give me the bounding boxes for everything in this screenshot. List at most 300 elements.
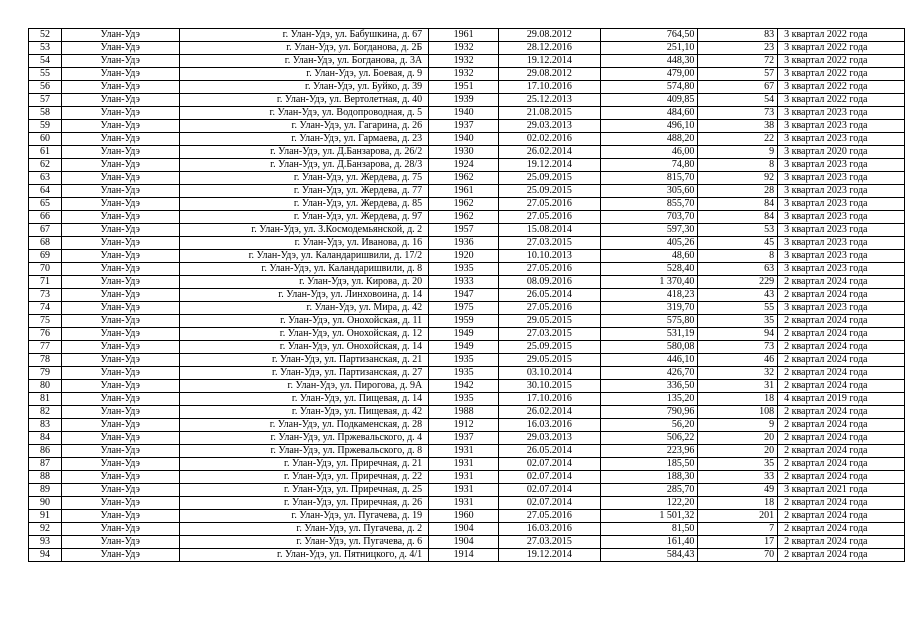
row-number-cell: 61 <box>29 146 62 159</box>
year-built-cell: 1914 <box>429 549 499 562</box>
recognition-date-cell: 29.03.2013 <box>498 432 600 445</box>
address-cell: г. Улан-Удэ, ул. Пирогова, д. 9А <box>179 380 429 393</box>
area-cell: 496,10 <box>600 120 698 133</box>
table-row <box>29 211 905 224</box>
housing-register-table <box>28 28 905 562</box>
row-number-cell: 64 <box>29 185 62 198</box>
address-cell: г. Улан-Удэ, ул. Жердева, д. 97 <box>179 211 429 224</box>
area-cell: 135,20 <box>600 393 698 406</box>
recognition-date-cell: 28.12.2016 <box>498 42 600 55</box>
residents-cell: 73 <box>698 107 778 120</box>
resettlement-term-cell: 2 квартал 2024 года <box>778 510 905 523</box>
city-cell: Улан-Удэ <box>61 133 179 146</box>
row-number-cell: 54 <box>29 55 62 68</box>
resettlement-term-cell: 3 квартал 2022 года <box>778 29 905 42</box>
area-cell: 597,30 <box>600 224 698 237</box>
row-number-cell: 74 <box>29 302 62 315</box>
resettlement-term-cell: 3 квартал 2023 года <box>778 172 905 185</box>
residents-cell: 23 <box>698 42 778 55</box>
table-row <box>29 471 905 484</box>
year-built-cell: 1959 <box>429 315 499 328</box>
year-built-cell: 1939 <box>429 94 499 107</box>
table-row <box>29 536 905 549</box>
city-cell: Улан-Удэ <box>61 536 179 549</box>
recognition-date-cell: 02.07.2014 <box>498 471 600 484</box>
year-built-cell: 1931 <box>429 471 499 484</box>
table-row <box>29 276 905 289</box>
area-cell: 188,30 <box>600 471 698 484</box>
address-cell: г. Улан-Удэ, ул. Богданова, д. 3А <box>179 55 429 68</box>
recognition-date-cell: 21.08.2015 <box>498 107 600 120</box>
address-cell: г. Улан-Удэ, ул. Гармаева, д. 23 <box>179 133 429 146</box>
resettlement-term-cell: 3 квартал 2023 года <box>778 159 905 172</box>
recognition-date-cell: 15.08.2014 <box>498 224 600 237</box>
area-cell: 815,70 <box>600 172 698 185</box>
city-cell: Улан-Удэ <box>61 289 179 302</box>
city-cell: Улан-Удэ <box>61 211 179 224</box>
row-number-cell: 57 <box>29 94 62 107</box>
recognition-date-cell: 17.10.2016 <box>498 393 600 406</box>
resettlement-term-cell: 2 квартал 2024 года <box>778 276 905 289</box>
city-cell: Улан-Удэ <box>61 159 179 172</box>
address-cell: г. Улан-Удэ, ул. Пугачева, д. 19 <box>179 510 429 523</box>
table-row <box>29 81 905 94</box>
year-built-cell: 1912 <box>429 419 499 432</box>
area-cell: 446,10 <box>600 354 698 367</box>
resettlement-term-cell: 3 квартал 2022 года <box>778 68 905 81</box>
row-number-cell: 66 <box>29 211 62 224</box>
resettlement-term-cell: 3 квартал 2021 года <box>778 484 905 497</box>
year-built-cell: 1988 <box>429 406 499 419</box>
resettlement-term-cell: 2 квартал 2024 года <box>778 549 905 562</box>
recognition-date-cell: 27.05.2016 <box>498 302 600 315</box>
city-cell: Улан-Удэ <box>61 146 179 159</box>
table-row <box>29 55 905 68</box>
area-cell: 584,43 <box>600 549 698 562</box>
table-row <box>29 393 905 406</box>
recognition-date-cell: 08.09.2016 <box>498 276 600 289</box>
year-built-cell: 1904 <box>429 523 499 536</box>
city-cell: Улан-Удэ <box>61 445 179 458</box>
resettlement-term-cell: 2 квартал 2024 года <box>778 367 905 380</box>
city-cell: Улан-Удэ <box>61 55 179 68</box>
area-cell: 418,23 <box>600 289 698 302</box>
city-cell: Улан-Удэ <box>61 224 179 237</box>
address-cell: г. Улан-Удэ, ул. Жердева, д. 75 <box>179 172 429 185</box>
row-number-cell: 58 <box>29 107 62 120</box>
area-cell: 405,26 <box>600 237 698 250</box>
residents-cell: 9 <box>698 419 778 432</box>
table-row <box>29 380 905 393</box>
residents-cell: 8 <box>698 250 778 263</box>
area-cell: 46,00 <box>600 146 698 159</box>
address-cell: г. Улан-Удэ, ул. Линховоина, д. 14 <box>179 289 429 302</box>
resettlement-term-cell: 3 квартал 2022 года <box>778 42 905 55</box>
resettlement-term-cell: 2 квартал 2024 года <box>778 497 905 510</box>
table-row <box>29 432 905 445</box>
year-built-cell: 1935 <box>429 393 499 406</box>
city-cell: Улан-Удэ <box>61 471 179 484</box>
address-cell: г. Улан-Удэ, ул. Каландаришвили, д. 8 <box>179 263 429 276</box>
area-cell: 122,20 <box>600 497 698 510</box>
year-built-cell: 1960 <box>429 510 499 523</box>
city-cell: Улан-Удэ <box>61 29 179 42</box>
row-number-cell: 89 <box>29 484 62 497</box>
year-built-cell: 1932 <box>429 55 499 68</box>
recognition-date-cell: 26.05.2014 <box>498 445 600 458</box>
city-cell: Улан-Удэ <box>61 497 179 510</box>
area-cell: 305,60 <box>600 185 698 198</box>
city-cell: Улан-Удэ <box>61 458 179 471</box>
residents-cell: 67 <box>698 81 778 94</box>
residents-cell: 28 <box>698 185 778 198</box>
recognition-date-cell: 02.07.2014 <box>498 484 600 497</box>
address-cell: г. Улан-Удэ, ул. Приречная, д. 25 <box>179 484 429 497</box>
table-row <box>29 510 905 523</box>
city-cell: Улан-Удэ <box>61 302 179 315</box>
resettlement-term-cell: 2 квартал 2024 года <box>778 315 905 328</box>
address-cell: г. Улан-Удэ, ул. Приречная, д. 26 <box>179 497 429 510</box>
city-cell: Улан-Удэ <box>61 237 179 250</box>
recognition-date-cell: 27.03.2015 <box>498 237 600 250</box>
city-cell: Улан-Удэ <box>61 68 179 81</box>
address-cell: г. Улан-Удэ, ул. Д.Банзарова, д. 26/2 <box>179 146 429 159</box>
resettlement-term-cell: 2 квартал 2024 года <box>778 471 905 484</box>
recognition-date-cell: 27.05.2016 <box>498 211 600 224</box>
address-cell: г. Улан-Удэ, ул. Жердева, д. 77 <box>179 185 429 198</box>
area-cell: 790,96 <box>600 406 698 419</box>
resettlement-term-cell: 3 квартал 2023 года <box>778 120 905 133</box>
residents-cell: 38 <box>698 120 778 133</box>
recognition-date-cell: 29.05.2015 <box>498 315 600 328</box>
recognition-date-cell: 10.10.2013 <box>498 250 600 263</box>
year-built-cell: 1931 <box>429 497 499 510</box>
residents-cell: 43 <box>698 289 778 302</box>
address-cell: г. Улан-Удэ, ул. Бабушкина, д. 67 <box>179 29 429 42</box>
year-built-cell: 1931 <box>429 484 499 497</box>
residents-cell: 32 <box>698 367 778 380</box>
city-cell: Улан-Удэ <box>61 42 179 55</box>
address-cell: г. Улан-Удэ, ул. Боевая, д. 9 <box>179 68 429 81</box>
table-row <box>29 458 905 471</box>
row-number-cell: 87 <box>29 458 62 471</box>
residents-cell: 54 <box>698 94 778 107</box>
residents-cell: 45 <box>698 237 778 250</box>
city-cell: Улан-Удэ <box>61 185 179 198</box>
table-row <box>29 237 905 250</box>
area-cell: 81,50 <box>600 523 698 536</box>
resettlement-term-cell: 2 квартал 2024 года <box>778 445 905 458</box>
year-built-cell: 1942 <box>429 380 499 393</box>
city-cell: Улан-Удэ <box>61 172 179 185</box>
address-cell: г. Улан-Удэ, ул. Приречная, д. 22 <box>179 471 429 484</box>
resettlement-term-cell: 3 квартал 2020 года <box>778 146 905 159</box>
city-cell: Улан-Удэ <box>61 107 179 120</box>
city-cell: Улан-Удэ <box>61 510 179 523</box>
row-number-cell: 84 <box>29 432 62 445</box>
row-number-cell: 62 <box>29 159 62 172</box>
recognition-date-cell: 25.12.2013 <box>498 94 600 107</box>
recognition-date-cell: 02.07.2014 <box>498 458 600 471</box>
recognition-date-cell: 26.02.2014 <box>498 406 600 419</box>
resettlement-term-cell: 2 квартал 2024 года <box>778 458 905 471</box>
year-built-cell: 1931 <box>429 458 499 471</box>
row-number-cell: 60 <box>29 133 62 146</box>
area-cell: 336,50 <box>600 380 698 393</box>
resettlement-term-cell: 2 квартал 2024 года <box>778 328 905 341</box>
residents-cell: 92 <box>698 172 778 185</box>
year-built-cell: 1932 <box>429 42 499 55</box>
address-cell: г. Улан-Удэ, ул. Партизанская, д. 21 <box>179 354 429 367</box>
area-cell: 484,60 <box>600 107 698 120</box>
year-built-cell: 1931 <box>429 445 499 458</box>
row-number-cell: 65 <box>29 198 62 211</box>
city-cell: Улан-Удэ <box>61 198 179 211</box>
table-row <box>29 354 905 367</box>
table-row <box>29 133 905 146</box>
address-cell: г. Улан-Удэ, ул. Онохойская, д. 11 <box>179 315 429 328</box>
city-cell: Улан-Удэ <box>61 81 179 94</box>
address-cell: г. Улан-Удэ, ул. Богданова, д. 2Б <box>179 42 429 55</box>
city-cell: Улан-Удэ <box>61 393 179 406</box>
residents-cell: 18 <box>698 393 778 406</box>
address-cell: г. Улан-Удэ, ул. Жердева, д. 85 <box>179 198 429 211</box>
city-cell: Улан-Удэ <box>61 380 179 393</box>
recognition-date-cell: 27.05.2016 <box>498 198 600 211</box>
year-built-cell: 1962 <box>429 211 499 224</box>
row-number-cell: 70 <box>29 263 62 276</box>
address-cell: г. Улан-Удэ, ул. Пищевая, д. 42 <box>179 406 429 419</box>
recognition-date-cell: 19.12.2014 <box>498 159 600 172</box>
area-cell: 251,10 <box>600 42 698 55</box>
residents-cell: 18 <box>698 497 778 510</box>
year-built-cell: 1932 <box>429 68 499 81</box>
table-row <box>29 263 905 276</box>
city-cell: Улан-Удэ <box>61 341 179 354</box>
resettlement-term-cell: 3 квартал 2022 года <box>778 94 905 107</box>
residents-cell: 201 <box>698 510 778 523</box>
recognition-date-cell: 26.05.2014 <box>498 289 600 302</box>
year-built-cell: 1961 <box>429 29 499 42</box>
table-row <box>29 172 905 185</box>
address-cell: г. Улан-Удэ, ул. Вертолетная, д. 40 <box>179 94 429 107</box>
row-number-cell: 53 <box>29 42 62 55</box>
table-row <box>29 367 905 380</box>
address-cell: г. Улан-Удэ, ул. Мира, д. 42 <box>179 302 429 315</box>
year-built-cell: 1936 <box>429 237 499 250</box>
residents-cell: 84 <box>698 198 778 211</box>
row-number-cell: 68 <box>29 237 62 250</box>
year-built-cell: 1930 <box>429 146 499 159</box>
resettlement-term-cell: 3 квартал 2023 года <box>778 185 905 198</box>
year-built-cell: 1949 <box>429 328 499 341</box>
row-number-cell: 67 <box>29 224 62 237</box>
city-cell: Улан-Удэ <box>61 432 179 445</box>
address-cell: г. Улан-Удэ, ул. Буйко, д. 39 <box>179 81 429 94</box>
table-row <box>29 549 905 562</box>
table-row <box>29 42 905 55</box>
area-cell: 426,70 <box>600 367 698 380</box>
residents-cell: 94 <box>698 328 778 341</box>
residents-cell: 33 <box>698 471 778 484</box>
recognition-date-cell: 26.02.2014 <box>498 146 600 159</box>
city-cell: Улан-Удэ <box>61 328 179 341</box>
address-cell: г. Улан-Удэ, ул. Подкаменская, д. 28 <box>179 419 429 432</box>
city-cell: Улан-Удэ <box>61 120 179 133</box>
residents-cell: 63 <box>698 263 778 276</box>
recognition-date-cell: 30.10.2015 <box>498 380 600 393</box>
table-row <box>29 302 905 315</box>
row-number-cell: 71 <box>29 276 62 289</box>
row-number-cell: 73 <box>29 289 62 302</box>
address-cell: г. Улан-Удэ, ул. Д.Банзарова, д. 28/3 <box>179 159 429 172</box>
resettlement-term-cell: 3 квартал 2022 года <box>778 81 905 94</box>
table-row <box>29 328 905 341</box>
table-row <box>29 107 905 120</box>
year-built-cell: 1935 <box>429 354 499 367</box>
residents-cell: 46 <box>698 354 778 367</box>
address-cell: г. Улан-Удэ, ул. Партизанская, д. 27 <box>179 367 429 380</box>
recognition-date-cell: 02.07.2014 <box>498 497 600 510</box>
city-cell: Улан-Удэ <box>61 276 179 289</box>
residents-cell: 108 <box>698 406 778 419</box>
address-cell: г. Улан-Удэ, ул. Гагарина, д. 26 <box>179 120 429 133</box>
table-row <box>29 120 905 133</box>
resettlement-term-cell: 2 квартал 2024 года <box>778 380 905 393</box>
area-cell: 574,80 <box>600 81 698 94</box>
row-number-cell: 59 <box>29 120 62 133</box>
year-built-cell: 1920 <box>429 250 499 263</box>
row-number-cell: 90 <box>29 497 62 510</box>
table-row <box>29 289 905 302</box>
recognition-date-cell: 25.09.2015 <box>498 172 600 185</box>
resettlement-term-cell: 2 квартал 2024 года <box>778 354 905 367</box>
row-number-cell: 63 <box>29 172 62 185</box>
table-row <box>29 185 905 198</box>
year-built-cell: 1951 <box>429 81 499 94</box>
table-row <box>29 68 905 81</box>
recognition-date-cell: 27.03.2015 <box>498 328 600 341</box>
year-built-cell: 1949 <box>429 341 499 354</box>
area-cell: 319,70 <box>600 302 698 315</box>
address-cell: г. Улан-Удэ, ул. Водопроводная, д. 5 <box>179 107 429 120</box>
address-cell: г. Улан-Удэ, ул. Пищевая, д. 14 <box>179 393 429 406</box>
row-number-cell: 79 <box>29 367 62 380</box>
area-cell: 448,30 <box>600 55 698 68</box>
address-cell: г. Улан-Удэ, ул. Пугачева, д. 2 <box>179 523 429 536</box>
residents-cell: 35 <box>698 458 778 471</box>
residents-cell: 22 <box>698 133 778 146</box>
recognition-date-cell: 29.08.2012 <box>498 68 600 81</box>
resettlement-term-cell: 3 квартал 2023 года <box>778 211 905 224</box>
table-row <box>29 497 905 510</box>
row-number-cell: 76 <box>29 328 62 341</box>
recognition-date-cell: 25.09.2015 <box>498 185 600 198</box>
area-cell: 575,80 <box>600 315 698 328</box>
row-number-cell: 81 <box>29 393 62 406</box>
row-number-cell: 56 <box>29 81 62 94</box>
recognition-date-cell: 27.03.2015 <box>498 536 600 549</box>
resettlement-term-cell: 3 квартал 2023 года <box>778 263 905 276</box>
year-built-cell: 1962 <box>429 172 499 185</box>
city-cell: Улан-Удэ <box>61 354 179 367</box>
row-number-cell: 69 <box>29 250 62 263</box>
city-cell: Улан-Удэ <box>61 367 179 380</box>
year-built-cell: 1940 <box>429 133 499 146</box>
table-row <box>29 224 905 237</box>
row-number-cell: 80 <box>29 380 62 393</box>
residents-cell: 53 <box>698 224 778 237</box>
table-row <box>29 198 905 211</box>
row-number-cell: 92 <box>29 523 62 536</box>
table-row <box>29 341 905 354</box>
resettlement-term-cell: 3 квартал 2023 года <box>778 133 905 146</box>
year-built-cell: 1940 <box>429 107 499 120</box>
area-cell: 1 370,40 <box>600 276 698 289</box>
row-number-cell: 88 <box>29 471 62 484</box>
residents-cell: 83 <box>698 29 778 42</box>
city-cell: Улан-Удэ <box>61 484 179 497</box>
area-cell: 223,96 <box>600 445 698 458</box>
area-cell: 488,20 <box>600 133 698 146</box>
year-built-cell: 1975 <box>429 302 499 315</box>
resettlement-term-cell: 2 квартал 2024 года <box>778 419 905 432</box>
row-number-cell: 94 <box>29 549 62 562</box>
address-cell: г. Улан-Удэ, ул. Каландаришвили, д. 17/2 <box>179 250 429 263</box>
year-built-cell: 1904 <box>429 536 499 549</box>
recognition-date-cell: 02.02.2016 <box>498 133 600 146</box>
year-built-cell: 1935 <box>429 263 499 276</box>
table-row <box>29 250 905 263</box>
residents-cell: 7 <box>698 523 778 536</box>
residents-cell: 9 <box>698 146 778 159</box>
area-cell: 531,19 <box>600 328 698 341</box>
table-row <box>29 94 905 107</box>
row-number-cell: 55 <box>29 68 62 81</box>
area-cell: 161,40 <box>600 536 698 549</box>
table-row <box>29 419 905 432</box>
city-cell: Улан-Удэ <box>61 315 179 328</box>
address-cell: г. Улан-Удэ, ул. Пятницкого, д. 4/1 <box>179 549 429 562</box>
resettlement-term-cell: 2 квартал 2024 года <box>778 406 905 419</box>
year-built-cell: 1924 <box>429 159 499 172</box>
row-number-cell: 78 <box>29 354 62 367</box>
resettlement-term-cell: 2 квартал 2024 года <box>778 432 905 445</box>
recognition-date-cell: 03.10.2014 <box>498 367 600 380</box>
table-row <box>29 523 905 536</box>
address-cell: г. Улан-Удэ, ул. Пугачева, д. 6 <box>179 536 429 549</box>
area-cell: 528,40 <box>600 263 698 276</box>
recognition-date-cell: 19.12.2014 <box>498 549 600 562</box>
table-row <box>29 29 905 42</box>
recognition-date-cell: 29.03.2013 <box>498 120 600 133</box>
resettlement-term-cell: 3 квартал 2023 года <box>778 237 905 250</box>
recognition-date-cell: 17.10.2016 <box>498 81 600 94</box>
table-row <box>29 406 905 419</box>
year-built-cell: 1935 <box>429 367 499 380</box>
resettlement-term-cell: 2 квартал 2024 года <box>778 289 905 302</box>
row-number-cell: 75 <box>29 315 62 328</box>
resettlement-term-cell: 3 квартал 2023 года <box>778 302 905 315</box>
resettlement-term-cell: 3 квартал 2023 года <box>778 250 905 263</box>
table-row <box>29 445 905 458</box>
residents-cell: 73 <box>698 341 778 354</box>
residents-cell: 49 <box>698 484 778 497</box>
city-cell: Улан-Удэ <box>61 94 179 107</box>
table-row <box>29 159 905 172</box>
residents-cell: 57 <box>698 68 778 81</box>
residents-cell: 8 <box>698 159 778 172</box>
